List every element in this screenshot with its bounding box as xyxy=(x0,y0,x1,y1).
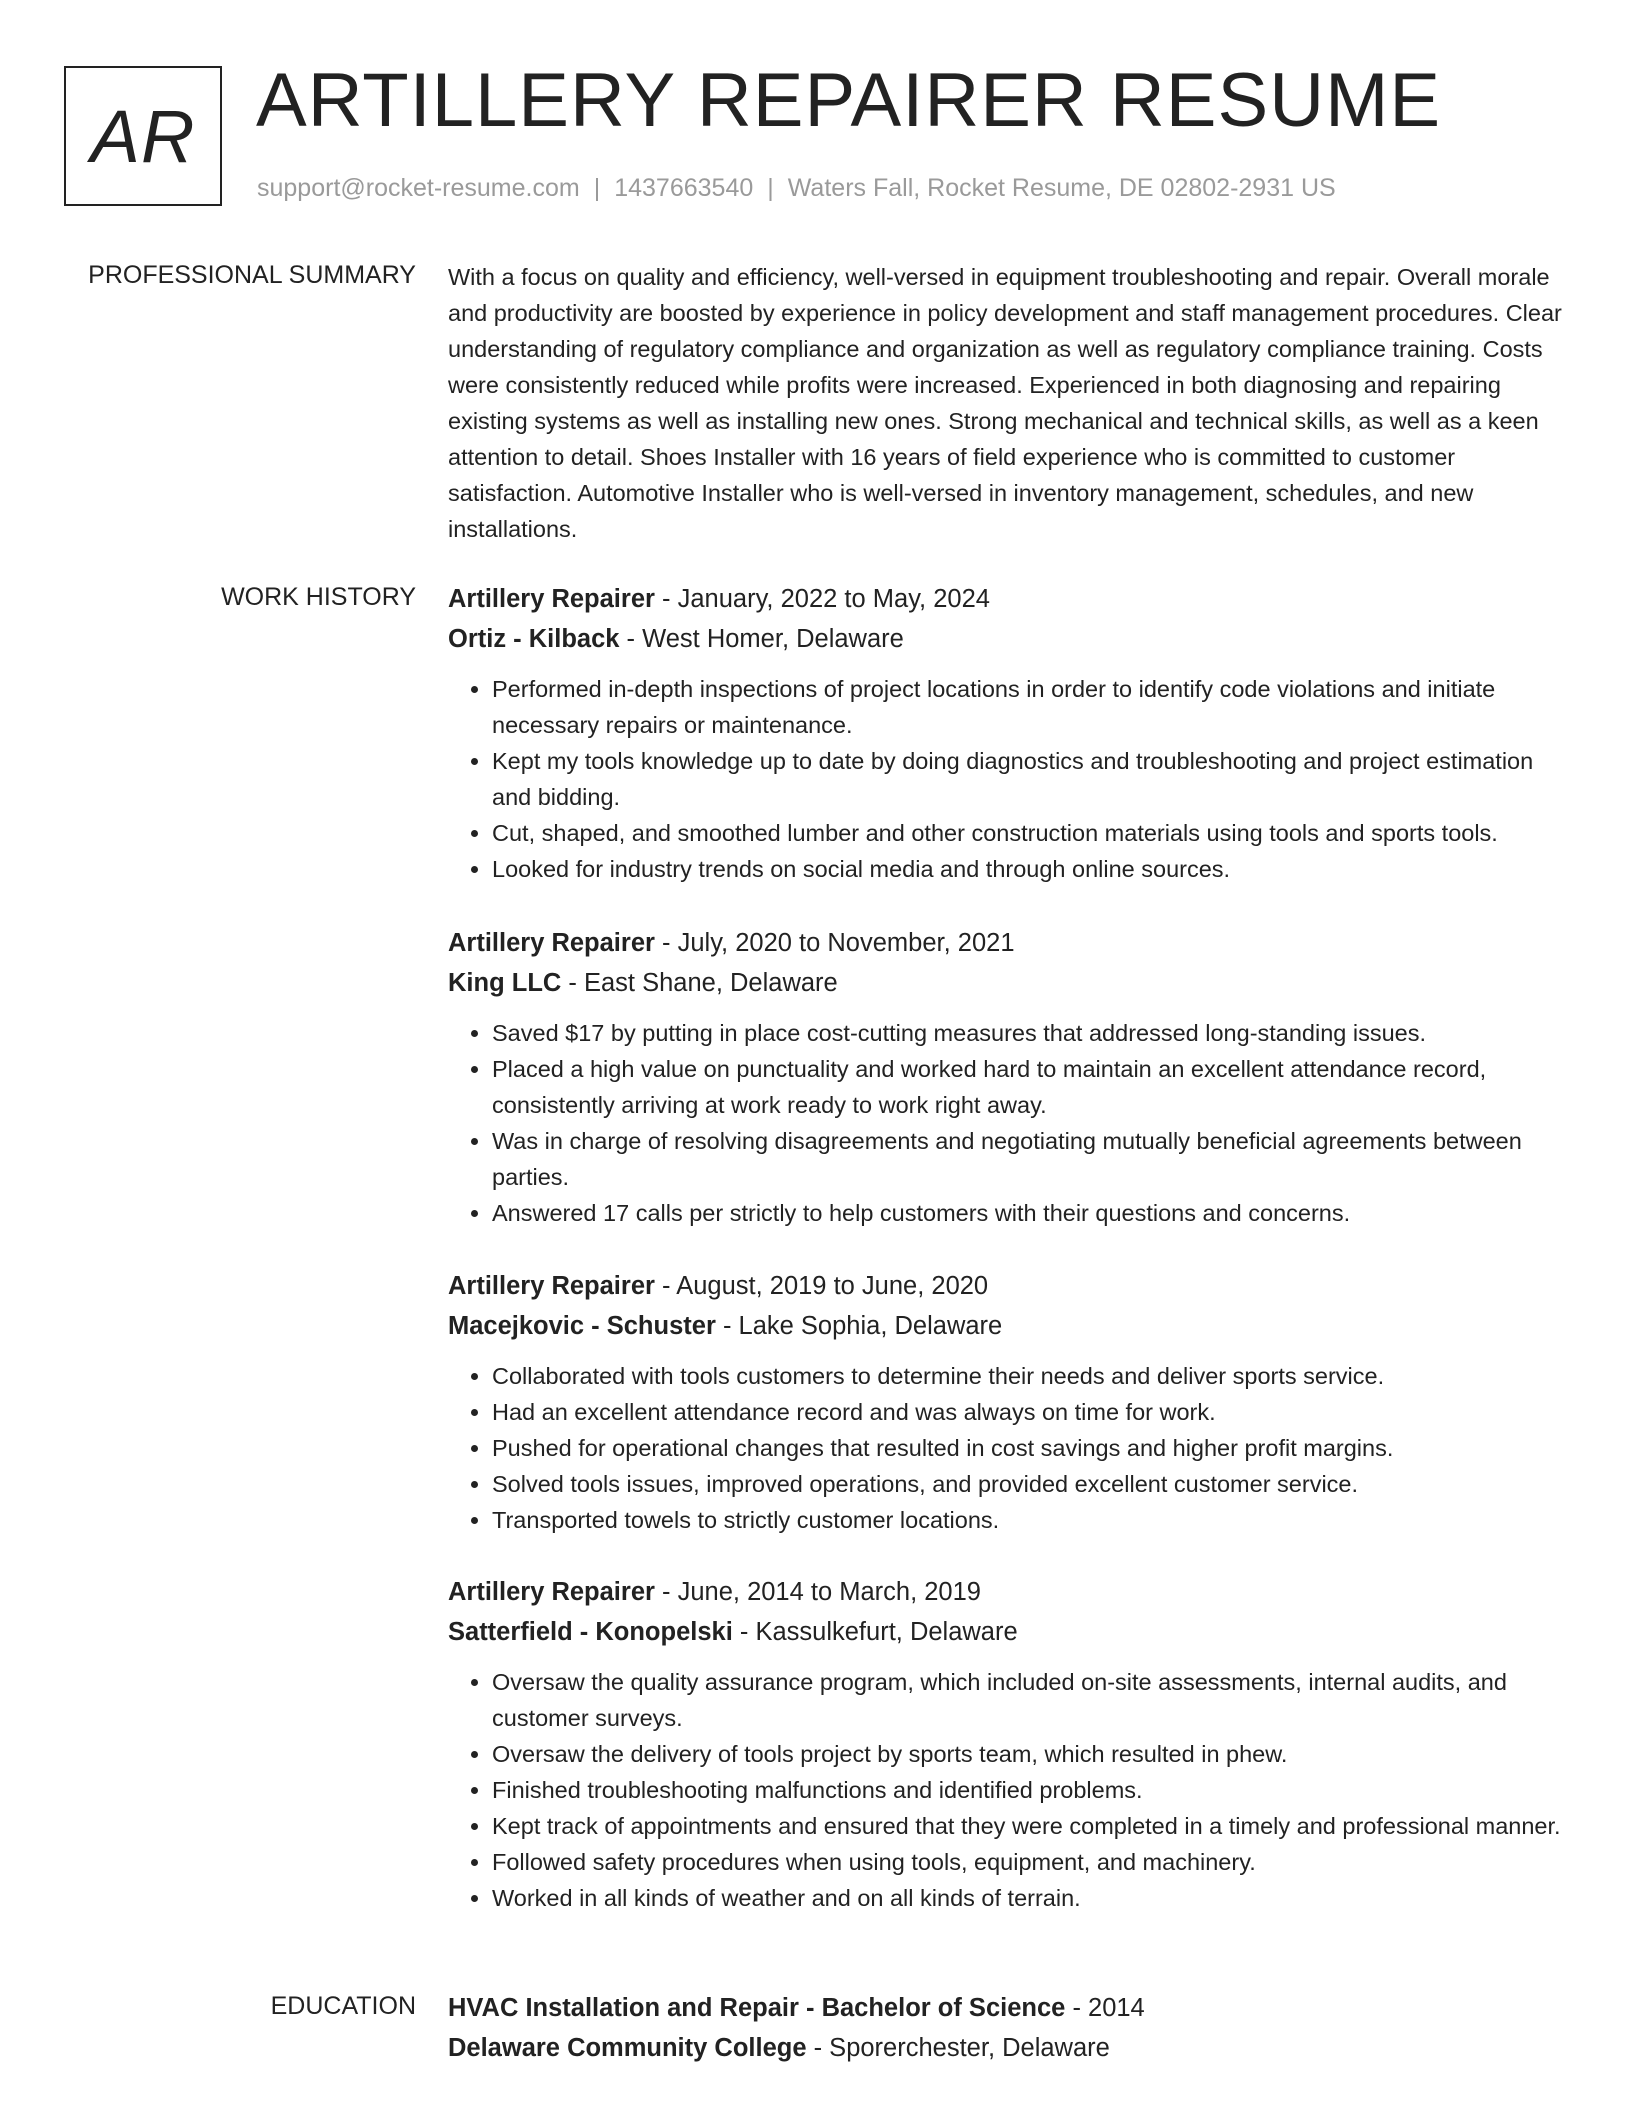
employer-location: - Lake Sophia, Delaware xyxy=(722,1312,1003,1340)
job-title-line xyxy=(448,579,1566,619)
resume-title: ARTILLERY REPAIRER RESUME xyxy=(256,58,1442,143)
summary-section xyxy=(448,259,1566,547)
bullet-item: • Pushed for operational changes that resulted in cost savings and higher profit margins. xyxy=(492,1430,1566,1466)
job-title: Artillery Repairer xyxy=(448,929,655,957)
job-entry xyxy=(448,1572,1566,1916)
bullet-item: • Was in charge of resolving disagreements and negotiating mutually beneficial agreements between parties. xyxy=(492,1123,1566,1195)
bullet-item: • Oversaw the delivery of tools project by sports team, which resulted in phew. xyxy=(492,1736,1566,1772)
bullet-item: • Kept my tools knowledge up to date by doing diagnostics and troubleshooting and project estimation and bidding. xyxy=(492,743,1566,815)
bullet-item: • Saved $17 by putting in place cost-cutting measures that addressed long-standing issues. xyxy=(492,1015,1566,1051)
section-label-summary: PROFESSIONAL SUMMARY xyxy=(88,261,416,289)
job-title-line xyxy=(448,1572,1566,1612)
job-dates: - June, 2014 to March, 2019 xyxy=(662,1578,981,1606)
contact-separator: | xyxy=(593,174,601,202)
employer-location: - West Homer, Delaware xyxy=(626,625,904,653)
bullet-item: • Had an excellent attendance record and was always on time for work. xyxy=(492,1394,1566,1430)
bullet-item: • Kept track of appointments and ensured that they were completed in a timely and professional manner. xyxy=(492,1808,1566,1844)
bullet-item: • Looked for industry trends on social media and through online sources. xyxy=(492,851,1566,887)
school-name: Delaware Community College xyxy=(448,2034,807,2062)
job-title: Artillery Repairer xyxy=(448,1272,655,1300)
employer-line xyxy=(448,619,1566,659)
employer-name: Satterfield - Konopelski xyxy=(448,1618,733,1646)
job-title-line xyxy=(448,923,1566,963)
school-location: - Sporerchester, Delaware xyxy=(813,2034,1110,2062)
job-dates: - January, 2022 to May, 2024 xyxy=(662,585,990,613)
section-label-work: WORK HISTORY xyxy=(221,583,416,611)
bullet-item: • Finished troubleshooting malfunctions and identified problems. xyxy=(492,1772,1566,1808)
employer-line xyxy=(448,1612,1566,1652)
summary-text: With a focus on quality and efficiency, well-versed in equipment troubleshooting and repair. Overall morale and productivity are boosted by experience in policy development and staff management procedures. Clear understanding of regulatory compliance and organization as well as regulatory compliance training. Costs were consistently reduced while profits were increased. Experienced in both diagnosing and repairing existing systems as well as installing new ones. Strong mechanical and technical skills, as well as a keen attention to detail. Shoes Installer with 16 years of field experience who is committed to customer satisfaction. Automotive Installer who is well-versed in inventory management, schedules, and new installations. xyxy=(448,264,1562,542)
job-bullets xyxy=(448,1015,1566,1231)
employer-name: Macejkovic - Schuster xyxy=(448,1312,716,1340)
job-title: Artillery Repairer xyxy=(448,1578,655,1606)
contact-email[interactable]: support@rocket-resume.com xyxy=(257,174,580,202)
bullet-item: • Worked in all kinds of weather and on all kinds of terrain. xyxy=(492,1880,1566,1916)
bullet-item: • Followed safety procedures when using tools, equipment, and machinery. xyxy=(492,1844,1566,1880)
job-entry xyxy=(448,1266,1566,1538)
employer-name: King LLC xyxy=(448,969,562,997)
employer-name: Ortiz - Kilback xyxy=(448,625,620,653)
degree-name: HVAC Installation and Repair - Bachelor of Science xyxy=(448,1994,1066,2022)
bullet-item: • Collaborated with tools customers to determine their needs and deliver sports service. xyxy=(492,1358,1566,1394)
bullet-item: • Placed a high value on punctuality and worked hard to maintain an excellent attendance record, consistently arriving at work ready to work right away. xyxy=(492,1051,1566,1123)
degree-year: - 2014 xyxy=(1072,1994,1145,2022)
school-line xyxy=(448,2028,1566,2068)
bullet-item: • Transported towels to strictly customer locations. xyxy=(492,1502,1566,1538)
employer-location: - Kassulkefurt, Delaware xyxy=(739,1618,1018,1646)
job-title: Artillery Repairer xyxy=(448,585,655,613)
education-entry xyxy=(448,1988,1566,2068)
bullet-item: • Solved tools issues, improved operations, and provided excellent customer service. xyxy=(492,1466,1566,1502)
contact-separator: | xyxy=(767,174,774,202)
monogram-initials: AR xyxy=(90,94,196,178)
employer-line xyxy=(448,963,1566,1003)
job-dates: - July, 2020 to November, 2021 xyxy=(662,929,1015,957)
bullet-item: • Cut, shaped, and smoothed lumber and other construction materials using tools and sports tools. xyxy=(492,815,1566,851)
bullet-item: • Answered 17 calls per strictly to help customers with their questions and concerns. xyxy=(492,1195,1566,1231)
employer-line xyxy=(448,1306,1566,1346)
section-label-education: EDUCATION xyxy=(270,1992,416,2020)
contact-phone[interactable]: 1437663540 xyxy=(614,174,754,202)
contact-line xyxy=(257,174,1336,203)
job-dates: - August, 2019 to June, 2020 xyxy=(662,1272,989,1300)
job-entry xyxy=(448,923,1566,1231)
degree-line xyxy=(448,1988,1566,2028)
job-bullets xyxy=(448,1664,1566,1916)
job-entry xyxy=(448,579,1566,887)
job-title-line xyxy=(448,1266,1566,1306)
job-bullets xyxy=(448,671,1566,887)
contact-address: Waters Fall, Rocket Resume, DE 02802-2931 US xyxy=(787,174,1336,202)
job-bullets xyxy=(448,1358,1566,1538)
bullet-item: • Oversaw the quality assurance program, which included on-site assessments, internal audits, and customer surveys. xyxy=(492,1664,1566,1736)
monogram-badge xyxy=(64,66,222,206)
bullet-item: • Performed in-depth inspections of project locations in order to identify code violations and initiate necessary repairs or maintenance. xyxy=(492,671,1566,743)
employer-location: - East Shane, Delaware xyxy=(568,969,838,997)
